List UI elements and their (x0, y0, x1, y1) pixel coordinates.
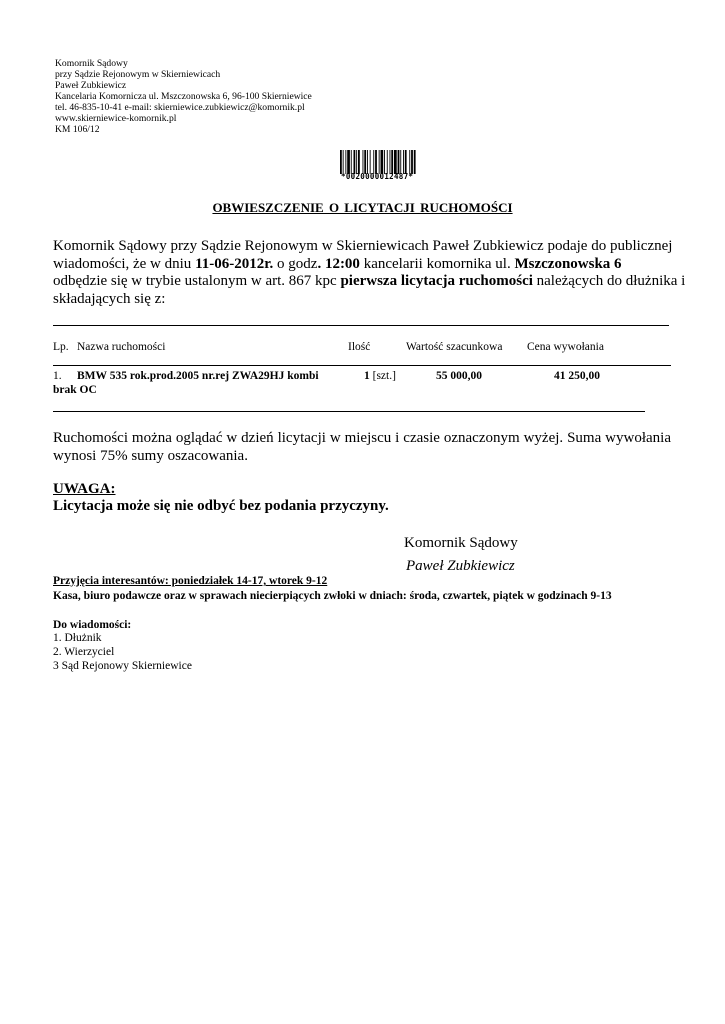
intro-text: odbędzie się w trybie ustalonym w art. 867 kpc (53, 273, 341, 289)
intro-text: należących do dłużnika i (532, 273, 686, 289)
signature-name: Paweł Zubkiewicz (406, 558, 515, 574)
auction-time: . 12:00 (317, 255, 360, 272)
recipient-item: 3 Sąd Rejonowy Skierniewice (53, 660, 192, 672)
intro-line (53, 273, 686, 291)
col-header-price: Cena wywołania (527, 341, 604, 353)
header-line: Paweł Zubkiewicz (55, 80, 127, 91)
case-number: KM 106/12 (55, 124, 100, 135)
warning-heading: UWAGA: (53, 481, 116, 497)
row-lp: 1. (53, 370, 62, 382)
intro-paragraph (53, 238, 686, 308)
barcode-image (340, 150, 445, 174)
barcode-number: *0020000012487* (341, 172, 414, 181)
row-price: 41 250,00 (554, 370, 600, 382)
note-line: Ruchomości można oglądać w dzień licytacji w miejscu i czasie oznaczonym wyżej. Suma wywołania (53, 430, 671, 446)
header-line: przy Sądzie Rejonowym w Skierniewicach (55, 69, 221, 80)
divider (53, 365, 671, 366)
col-header-lp: Lp. (53, 341, 69, 353)
intro-line: Komornik Sądowy przy Sądzie Rejonowym w Skierniewicach Paweł Zubkiewicz podaje do publicznej (53, 238, 673, 254)
intro-text: wiadomości, że w dniu (53, 255, 196, 272)
note-line: wynosi 75% sumy oszacowania. (53, 447, 248, 464)
row-qty (364, 370, 396, 382)
document-title: OBWIESZCZENIE O LICYTACJI RUCHOMOŚCI (212, 200, 513, 215)
viewing-note (53, 430, 671, 465)
signature-title: Komornik Sądowy (404, 535, 518, 551)
intro-line (53, 256, 671, 274)
intro-text: kancelarii komornika ul. (359, 255, 515, 272)
recipients-heading: Do wiadomości: (53, 619, 132, 631)
auction-street: Mszczonowska 6 (514, 255, 622, 272)
row-item-name-cont: brak OC (53, 384, 97, 396)
header-line: www.skierniewice-komornik.pl (55, 113, 177, 124)
header-line: tel. 46-835-10-41 e-mail: skierniewice.zubkiewicz@komornik.pl (55, 102, 305, 113)
auction-date: 11-06-2012r. (195, 255, 274, 272)
col-header-name: Nazwa ruchomości (77, 341, 166, 353)
recipient-item: 2. Wierzyciel (53, 646, 115, 658)
warning-text: Licytacja może się nie odbyć bez podania przyczyny. (53, 498, 389, 514)
intro-text: o godz (273, 255, 318, 272)
header-line: Komornik Sądowy (55, 58, 128, 69)
intro-line: składających się z: (53, 290, 166, 307)
col-header-value: Wartość szacunkowa (406, 341, 503, 353)
row-value: 55 000,00 (436, 370, 482, 382)
row-qty-value: 1 (364, 370, 370, 382)
row-item-name: BMW 535 rok.prod.2005 nr.rej ZWA29HJ kombi (77, 370, 319, 382)
office-hours: Kasa, biuro podawcze oraz w sprawach niecierpiących zwłoki w dniach: środa, czwartek, piątek w godzinach 9-13 (53, 590, 612, 602)
row-qty-unit: [szt.] (369, 370, 396, 382)
auction-type: pierwsza licytacja ruchomości (340, 273, 533, 289)
header-line: Kancelaria Komornicza ul. Mszczonowska 6, 96-100 Skierniewice (55, 91, 312, 102)
recipient-item: 1. Dłużnik (53, 632, 102, 644)
divider (53, 325, 669, 326)
reception-hours: Przyjęcia interesantów: poniedziałek 14-17, wtorek 9-12 (53, 575, 328, 587)
col-header-qty: Ilość (348, 341, 371, 353)
divider (53, 411, 645, 412)
